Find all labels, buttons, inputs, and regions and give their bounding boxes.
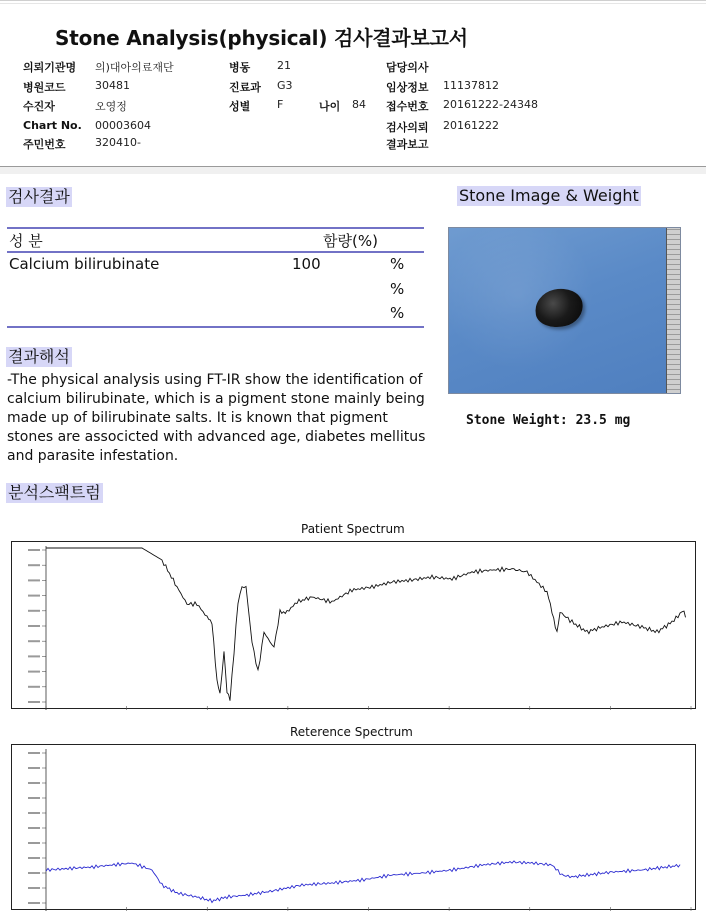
y-tick-label (28, 610, 40, 612)
result-row-1-value: 100 (292, 255, 321, 273)
patient-axis-ticks (28, 546, 691, 710)
y-tick-label (28, 579, 40, 581)
institution-label: 의뢰기관명 (23, 61, 77, 74)
reference-spectrum-plot (11, 744, 696, 910)
ward-value: 21 (277, 59, 291, 72)
results-heading: 검사결과 (8, 187, 70, 206)
reference-spectrum-title: Reterence Spectrum (290, 725, 413, 739)
collector-label: 수진자 (23, 100, 55, 113)
patient-spectrum-line (46, 548, 686, 701)
component-header: 성 분 (9, 232, 43, 250)
reference-spectrum-svg (12, 745, 697, 911)
hospital-code-value: 30481 (95, 79, 130, 92)
stone-specimen (532, 284, 587, 331)
y-tick-label (28, 625, 40, 627)
y-tick-label (28, 797, 40, 799)
table-top-rule (7, 227, 424, 229)
age-value: 84 (352, 98, 366, 111)
y-tick-label (28, 842, 40, 844)
result-row-1-component: Calcium bilirubinate (9, 255, 160, 273)
patient-info (0, 54, 706, 166)
table-header-rule (7, 251, 424, 253)
receipt-no-value: 20161222-24348 (443, 98, 538, 111)
institution-value: 의)대아의료재단 (95, 61, 174, 74)
hospital-code-label: 병원코드 (23, 81, 66, 94)
interpretation-heading: 결과해석 (8, 347, 70, 366)
y-tick-label (28, 887, 40, 889)
clinical-info-label: 임상정보 (386, 81, 429, 94)
y-tick-label (28, 595, 40, 597)
y-tick-label (28, 671, 40, 673)
y-tick-label (28, 655, 40, 657)
reference-axis-ticks (28, 749, 691, 911)
stone-photo (448, 227, 681, 394)
y-tick-label (28, 564, 40, 566)
y-tick-label (28, 767, 40, 769)
spectrum-heading: 분석스팩트럼 (8, 483, 101, 502)
y-tick-label (28, 640, 40, 642)
y-tick-label (28, 686, 40, 688)
request-date-value: 20161222 (443, 119, 499, 132)
result-row-1-unit: % (390, 255, 405, 273)
request-date-label: 검사의뢰 (386, 121, 429, 134)
department-value: G3 (277, 79, 293, 92)
interpretation-text: -The physical analysis using FT-IR show the identification of calcium bilirubinate, which is a pigment stone mainly being made up of bilirubinate salts. It is known that pigment stones are associcted with advanced age, diabetes mellitus and parasite infestation. (7, 372, 426, 464)
resident-no-label: 주민번호 (23, 138, 66, 151)
ward-label: 병동 (229, 61, 251, 74)
measuring-ruler (666, 228, 680, 393)
y-tick-label (28, 782, 40, 784)
y-tick-label (28, 857, 40, 859)
department-label: 진료과 (229, 81, 261, 94)
top-border (0, 0, 706, 4)
y-tick-label (28, 549, 40, 551)
collector-value: 오영정 (95, 100, 127, 113)
age-label: 나이 (319, 100, 341, 113)
patient-spectrum-plot (11, 541, 696, 709)
y-tick-label (28, 902, 40, 904)
content-header: 함량(%) (323, 232, 378, 250)
result-row-2-unit: % (390, 280, 405, 298)
y-tick-label (28, 701, 40, 703)
reference-spectrum-line (46, 861, 680, 903)
gender-value: F (277, 98, 284, 111)
y-tick-label (28, 752, 40, 754)
y-tick-label (28, 827, 40, 829)
patient-spectrum-title: Patient Spectrum (301, 522, 405, 536)
clinical-info-value: 11137812 (443, 79, 499, 92)
y-tick-label (28, 812, 40, 814)
stone-weight: Stone Weight: 23.5 mg (466, 413, 631, 428)
table-bottom-rule (7, 326, 424, 328)
stone-heading: Stone Image & Weight (459, 186, 639, 205)
y-tick-label (28, 872, 40, 874)
gender-label: 성별 (229, 100, 251, 113)
result-report-label: 결과보고 (386, 138, 429, 151)
patient-spectrum-svg (12, 542, 697, 710)
info-band (0, 167, 706, 174)
result-row-3-unit: % (390, 304, 405, 322)
doctor-label: 담당의사 (386, 61, 429, 74)
chart-no-value: 00003604 (95, 119, 151, 132)
chart-no-label: Chart No. (23, 119, 82, 132)
report-title: Stone Analysis(physical) 검사결과보고서 (55, 26, 468, 50)
resident-no-value: 320410- (95, 136, 141, 149)
receipt-no-label: 접수번호 (386, 100, 429, 113)
